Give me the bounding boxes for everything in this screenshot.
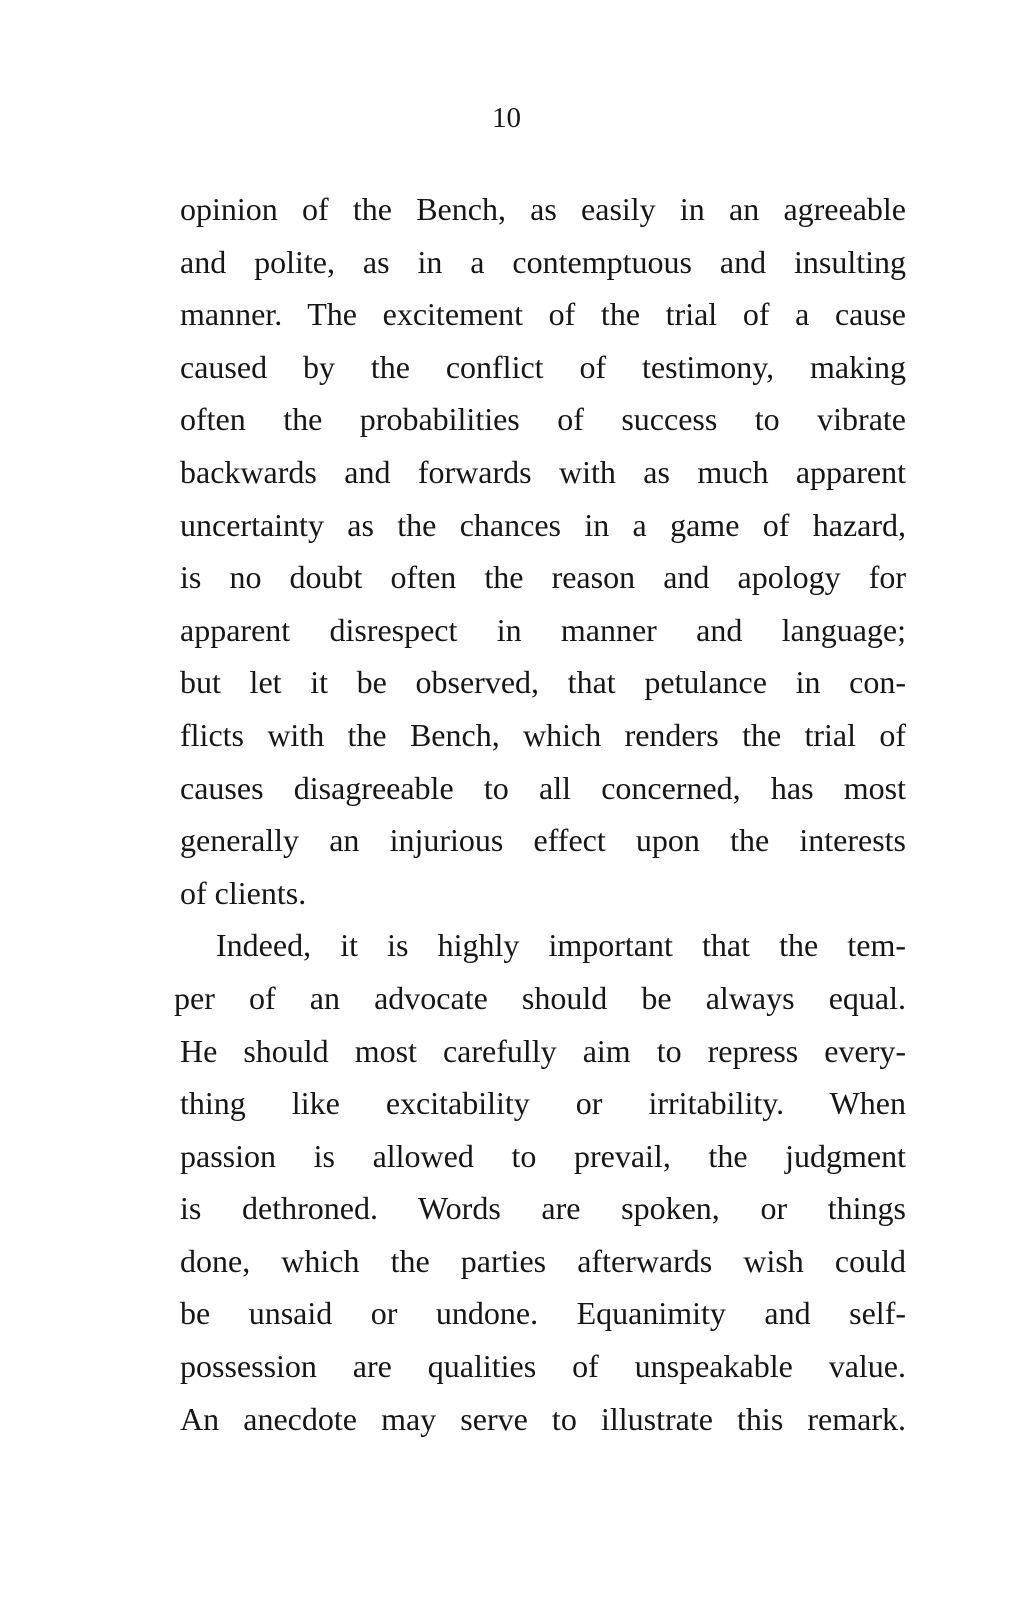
text-line: uncertainty as the chances in a game of hazard, <box>180 506 906 543</box>
text-line: He should most carefully aim to repress every- <box>180 1032 906 1069</box>
text-line: often the probabilities of success to vibrate <box>180 401 906 438</box>
text-line: per of an advocate should be always equal. <box>174 979 906 1016</box>
text-line: is no doubt often the reason and apology for <box>180 559 906 596</box>
paragraph-1 <box>180 183 906 919</box>
text-line: caused by the conflict of testimony, making <box>180 348 906 385</box>
text-line: is dethroned. Words are spoken, or things <box>180 1190 906 1227</box>
text-line: backwards and forwards with as much apparent <box>180 453 906 490</box>
text-line: and polite, as in a contemptuous and insulting <box>180 243 906 280</box>
paragraph-2 <box>174 919 906 1445</box>
text-line: be unsaid or undone. Equanimity and self- <box>180 1295 906 1332</box>
page-number: 10 <box>492 102 521 134</box>
text-line: of clients. <box>180 874 307 911</box>
text-line: thing like excitability or irritability. When <box>180 1085 906 1122</box>
text-line: generally an injurious effect upon the interests <box>180 822 906 859</box>
text-line: causes disagreeable to all concerned, has most <box>180 769 906 806</box>
text-line: manner. The excitement of the trial of a cause <box>180 296 906 333</box>
text-line: but let it be observed, that petulance in con- <box>180 664 906 701</box>
text-line: done, which the parties afterwards wish could <box>180 1242 906 1279</box>
text-line: Indeed, it is highly important that the tem- <box>216 927 906 964</box>
text-line: An anecdote may serve to illustrate this remark. <box>180 1400 906 1437</box>
text-line: possession are qualities of unspeakable value. <box>180 1348 906 1385</box>
text-line: apparent disrespect in manner and language; <box>180 611 906 648</box>
text-line: flicts with the Bench, which renders the trial of <box>180 716 906 753</box>
text-line: passion is allowed to prevail, the judgment <box>180 1137 906 1174</box>
body-text <box>174 183 906 1445</box>
text-line: opinion of the Bench, as easily in an agreeable <box>180 191 906 227</box>
